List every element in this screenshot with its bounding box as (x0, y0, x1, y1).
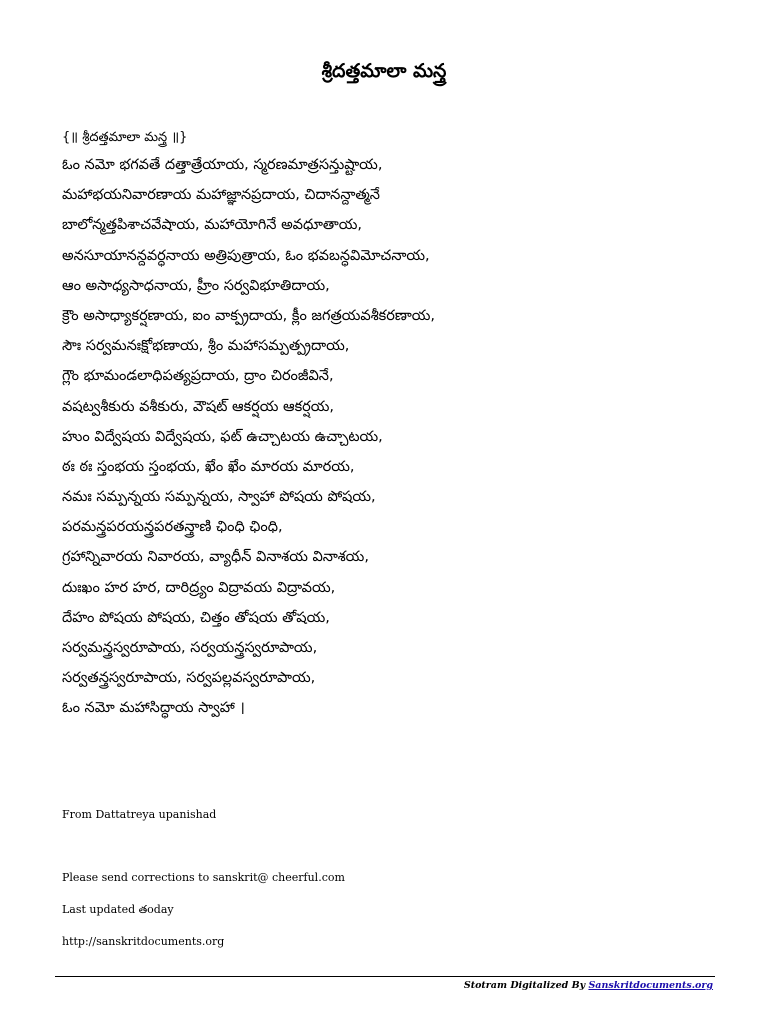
verse-line: ఠః ఠః స్తంభయ స్తంభయ, ఖేం ఖేం మారయ మారయ, (62, 458, 355, 475)
verse-line: సర్వమన్త్రస్వరూపాయ, సర్వయన్త్రస్వరూపాయ, (62, 640, 318, 656)
updated-note: Last updated తoday (62, 903, 174, 916)
credit-prefix: Stotram Digitalized By (463, 980, 589, 991)
footer-divider (55, 976, 715, 977)
source-note: From Dattatreya upanishad (62, 808, 217, 821)
verse-line: ఓం నమో భగవతే దత్తాత్రేయాయ, స్మరణమాత్రసన్తుష్టాయ, (62, 157, 383, 173)
verse-line: బాలోన్మత్తపిశాచవేషాయ, మహాయోగినే అవధూతాయ, (62, 217, 363, 234)
verse-line: పరమన్త్రపరయన్త్రపరతన్త్రాణి ఛింధి ఛింధి, (62, 519, 283, 536)
verse-line: అనసూయానన్దవర్ధనాయ అత్రిపుత్రాయ, ఓం భవబన్ధవిమోచనాయ, (62, 247, 430, 264)
verse-lines (62, 150, 722, 724)
corrections-note: Please send corrections to sanskrit@ cheerful.com (62, 871, 345, 884)
footer-credit (464, 980, 713, 991)
verse-line: గ్లౌం భూమండలాధిపత్యప్రదాయ, ద్రాం చిరంజీవినే, (62, 368, 334, 385)
verse-line: హుం విద్వేషయ విద్వేషయ, ఫట్ ఉచ్చాటయ ఉచ్చాటయ, (62, 428, 383, 445)
verse-line: సర్వతన్త్రస్వరూపాయ, సర్వపల్లవస్వరూపాయ, (62, 670, 316, 687)
document-title: శ్రీదత్తమాలా మన్త్ర (321, 60, 447, 82)
verse-line: వషట్వశీకురు వశీకురు, వౌషట్ ఆకర్షయ ఆకర్షయ, (62, 398, 335, 415)
verse-line: సౌః సర్వమనఃక్షోభణాయ, శ్రీం మహాసమ్పత్ప్రదాయ, (62, 338, 350, 355)
verse-block (62, 126, 722, 724)
verse-line: దేహం పోషయ పోషయ, చిత్తం తోషయ తోషయ, (62, 609, 330, 626)
verse-line: నమః సమ్పన్నయ సమ్పన్నయ, స్వాహా పోషయ పోషయ, (62, 489, 376, 506)
credit-link[interactable]: Sanskritdocuments.org (588, 980, 713, 991)
verse-header: {॥ శ్రీదత్తమాలా మన్త్ర ॥} (62, 130, 188, 145)
website-link[interactable]: http://sanskritdocuments.org (62, 935, 225, 948)
verse-line: ఆం అసాధ్యసాధనాయ, హ్రీం సర్వవిభూతిదాయ, (62, 277, 330, 294)
verse-line: గ్రహాన్నివారయ నివారయ, వ్యాధీన్ వినాశయ వినాశయ, (62, 549, 369, 566)
verse-line: క్రౌం అసాధ్యాకర్షణాయ, ఐం వాక్ప్రదాయ, క్లీం జగత్రయవశీకరణాయ, (62, 307, 435, 324)
verse-line: మహాభయనివారణాయ మహాజ్ఞానప్రదాయ, చిదానన్దాత్మనే (62, 187, 380, 204)
verse-line: ఓం నమో మహాసిద్ధాయ స్వాహా । (62, 700, 245, 717)
verse-line: దుఃఖం హర హర, దారిద్ర్యం విద్రావయ విద్రావయ, (62, 579, 336, 596)
